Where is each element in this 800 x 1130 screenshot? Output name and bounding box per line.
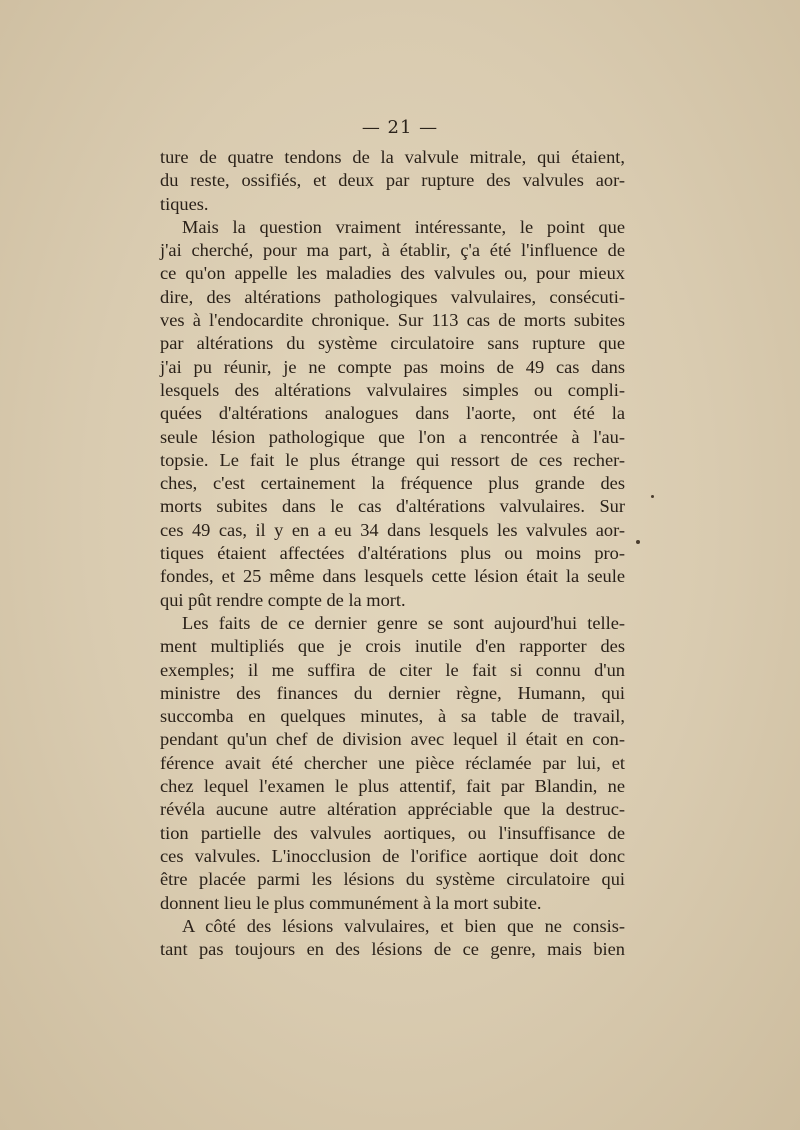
text-line: par altérations du système circulatoire sans rupture que — [160, 333, 625, 354]
text-line: pendant qu'un chef de division avec lequel il était en con- — [160, 729, 625, 750]
text-line: quées d'altérations analogues dans l'aorte, ont été la — [160, 403, 625, 424]
text-line: fondes, et 25 même dans lesquels cette lésion était la seule — [160, 566, 625, 587]
text-line: A côté des lésions valvulaires, et bien que ne consis- — [182, 915, 625, 936]
text-line: férence avait été chercher une pièce réclamée par lui, et — [160, 752, 625, 773]
text-line: ment multipliés que je crois inutile d'en rapporter des — [160, 636, 625, 657]
text-line: succomba en quelques minutes, à sa table de travail, — [160, 706, 625, 727]
text-line: du reste, ossifiés, et deux par rupture des valvules aor- — [160, 170, 625, 191]
text-line: tiques étaient affectées d'altérations plus ou moins pro- — [160, 543, 625, 564]
text-line: topsie. Le fait le plus étrange qui ressort de ces recher- — [160, 449, 625, 470]
text-line: ture de quatre tendons de la valvule mitrale, qui étaient, — [160, 147, 625, 167]
text-line: tion partielle des valvules aortiques, ou l'insuffisance de — [160, 822, 625, 843]
text-line: morts subites dans le cas d'altérations valvulaires. Sur — [160, 496, 625, 517]
text-line: donnent lieu le plus communément à la mort subite. — [160, 892, 542, 913]
text-line: chez lequel l'examen le plus attentif, fait par Blandin, ne — [160, 776, 625, 797]
text-line: j'ai cherché, pour ma part, à établir, ç'a été l'influence de — [160, 240, 625, 261]
text-line: ces valvules. L'inocclusion de l'orifice aortique doit donc — [160, 845, 625, 866]
text-line: ves à l'endocardite chronique. Sur 113 cas de morts subites — [160, 310, 625, 331]
text-line: tiques. — [160, 193, 209, 214]
paper-speck — [651, 495, 654, 498]
page-number: — 21 — — [361, 117, 439, 138]
text-line: qui pût rendre compte de la mort. — [160, 589, 406, 610]
text-line: ce qu'on appelle les maladies des valvules ou, pour mieux — [160, 263, 625, 284]
text-line: lesquels des altérations valvulaires simples ou compli- — [160, 379, 625, 400]
text-line: ches, c'est certainement la fréquence plus grande des — [160, 473, 625, 494]
text-line: révéla aucune autre altération appréciable que la destruc- — [160, 799, 625, 820]
text-line: ministre des finances du dernier règne, Humann, qui — [160, 682, 625, 703]
paper-speck — [636, 540, 640, 544]
text-line: exemples; il me suffira de citer le fait si connu d'un — [160, 659, 625, 680]
text-line: j'ai pu réunir, je ne compte pas moins de 49 cas dans — [160, 356, 625, 377]
text-line: Les faits de ce dernier genre se sont aujourd'hui telle- — [182, 612, 625, 633]
text-line: ces 49 cas, il y en a eu 34 dans lesquels les valvules aor- — [160, 519, 625, 540]
text-line: Mais la question vraiment intéressante, le point que — [182, 216, 625, 237]
text-line: être placée parmi les lésions du système circulatoire qui — [160, 869, 625, 890]
text-line: tant pas toujours en des lésions de ce genre, mais bien — [160, 939, 625, 960]
text-line: dire, des altérations pathologiques valvulaires, consécuti- — [160, 286, 625, 307]
body-text — [160, 146, 625, 961]
text-line: seule lésion pathologique que l'on a rencontrée à l'au- — [160, 426, 625, 447]
